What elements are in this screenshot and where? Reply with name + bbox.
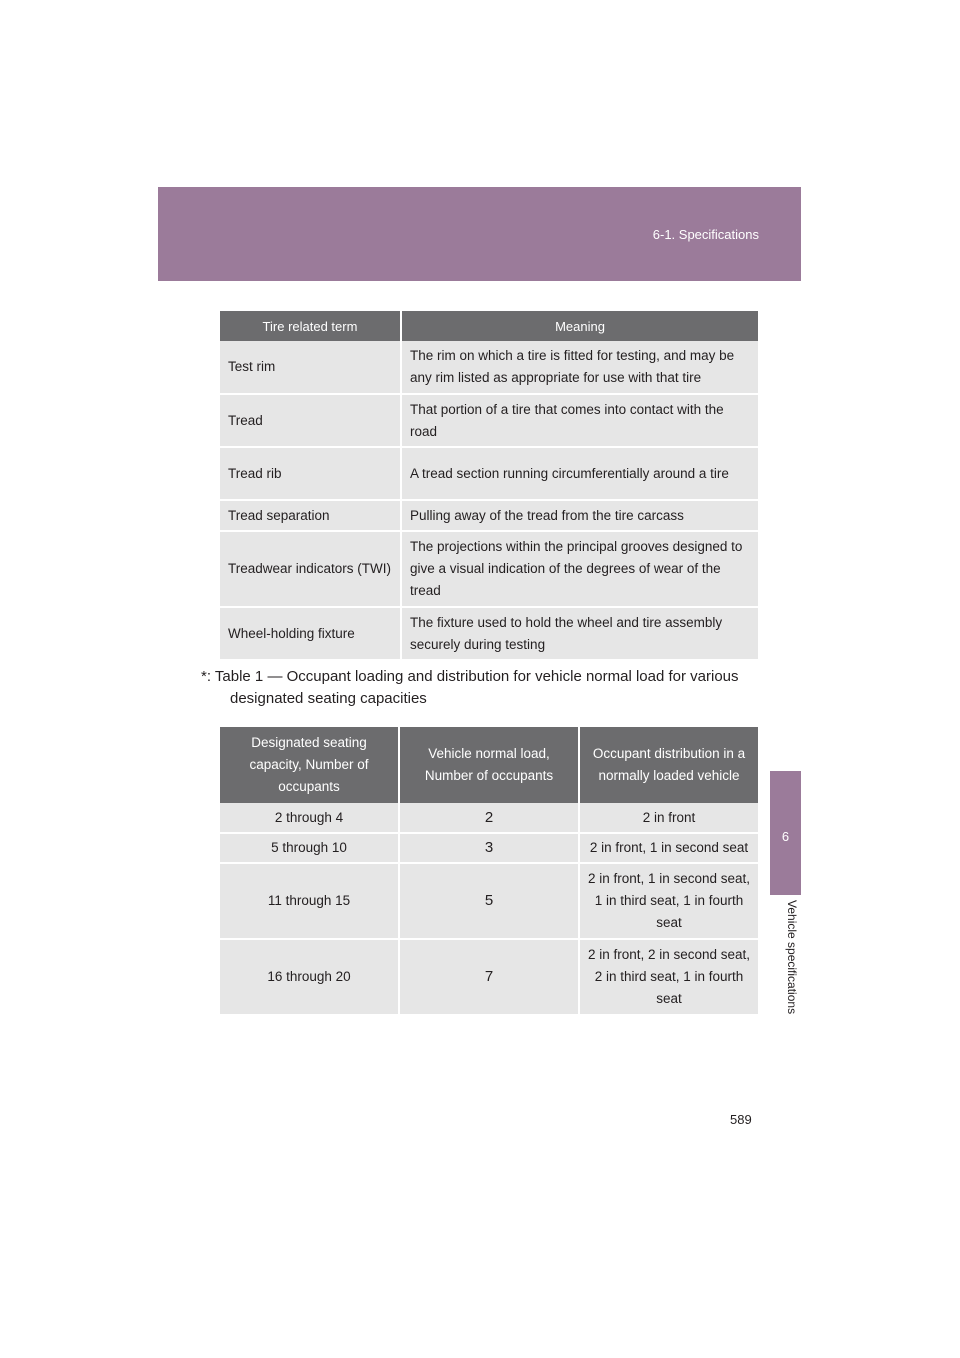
meaning-cell: A tread section running circumferentially around a tire xyxy=(401,447,758,500)
capacity-cell: 2 through 4 xyxy=(220,803,399,833)
term-cell: Tread rib xyxy=(220,447,401,500)
load-cell: 3 xyxy=(399,833,579,863)
tire-terms-table xyxy=(220,311,758,661)
table-row xyxy=(220,803,758,833)
meaning-cell: That portion of a tire that comes into contact with the road xyxy=(401,394,758,447)
table-row xyxy=(220,500,758,531)
table-row xyxy=(220,939,758,1015)
capacity-cell: 5 through 10 xyxy=(220,833,399,863)
page-number: 589 xyxy=(730,1112,752,1127)
distribution-cell: 2 in front, 1 in second seat xyxy=(579,833,758,863)
chapter-number: 6 xyxy=(781,829,790,844)
term-cell: Treadwear indicators (TWI) xyxy=(220,531,401,607)
column-header-term: Tire related term xyxy=(220,311,401,341)
distribution-cell: 2 in front, 2 in second seat, 2 in third seat, 1 in fourth seat xyxy=(579,939,758,1015)
table-footnote xyxy=(201,666,757,710)
occupant-loading-table xyxy=(220,727,758,1016)
meaning-cell: The projections within the principal grooves designed to give a visual indication of the degrees of wear of the tread xyxy=(401,531,758,607)
footnote-text: *: Table 1 — Occupant loading and distribution for vehicle normal load for various designated seating capacities xyxy=(201,668,739,707)
table-row xyxy=(220,531,758,607)
load-cell: 7 xyxy=(399,939,579,1015)
table-row xyxy=(220,863,758,939)
column-header-load: Vehicle normal load, Number of occupants xyxy=(399,727,579,803)
table-row xyxy=(220,833,758,863)
section-title: 6-1. Specifications xyxy=(652,227,759,242)
load-cell: 5 xyxy=(399,863,579,939)
capacity-cell: 11 through 15 xyxy=(220,863,399,939)
column-header-capacity: Designated seating capacity, Number of occupants xyxy=(220,727,399,803)
meaning-cell: Pulling away of the tread from the tire carcass xyxy=(401,500,758,531)
distribution-cell: 2 in front, 1 in second seat, 1 in third seat, 1 in fourth seat xyxy=(579,863,758,939)
term-cell: Test rim xyxy=(220,341,401,394)
capacity-cell: 16 through 20 xyxy=(220,939,399,1015)
term-cell: Tread separation xyxy=(220,500,401,531)
term-cell: Tread xyxy=(220,394,401,447)
table-row xyxy=(220,394,758,447)
meaning-cell: The rim on which a tire is fitted for testing, and may be any rim listed as appropriate for use with that tire xyxy=(401,341,758,394)
distribution-cell: 2 in front xyxy=(579,803,758,833)
load-cell: 2 xyxy=(399,803,579,833)
table-row xyxy=(220,341,758,394)
table-row xyxy=(220,607,758,660)
chapter-label: Vehicle specifications xyxy=(785,900,799,1015)
header-band xyxy=(158,187,801,281)
column-header-meaning: Meaning xyxy=(401,311,758,341)
meaning-cell: The fixture used to hold the wheel and tire assembly securely during testing xyxy=(401,607,758,660)
term-cell: Wheel-holding fixture xyxy=(220,607,401,660)
table-header-row xyxy=(220,311,758,341)
table-row xyxy=(220,447,758,500)
chapter-tab xyxy=(770,771,801,895)
column-header-distribution: Occupant distribution in a normally loaded vehicle xyxy=(579,727,758,803)
table-header-row xyxy=(220,727,758,803)
